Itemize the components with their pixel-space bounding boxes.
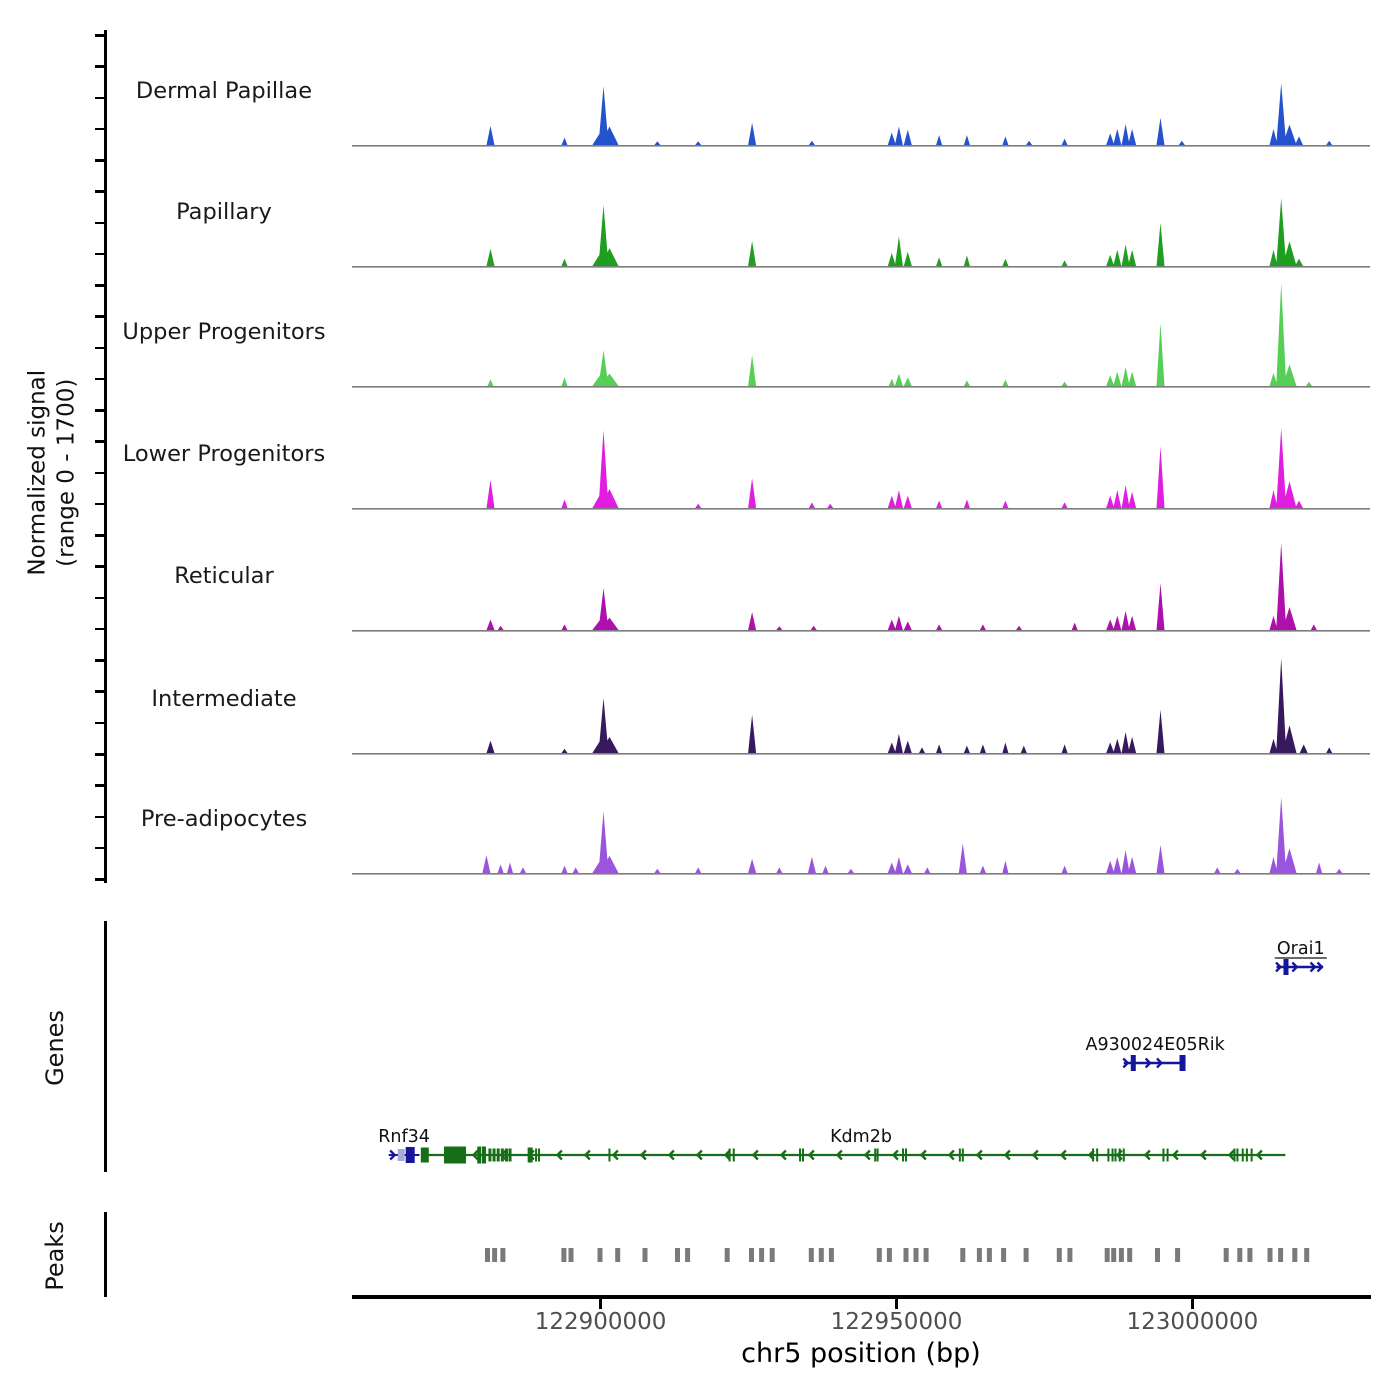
gene-exon-block [799,1149,801,1162]
signal-track-pre-adipocytes [352,762,1370,876]
gene-exon-block [905,1149,907,1162]
peak-bar [1105,1248,1110,1262]
gene-exon-block [1246,1149,1248,1162]
peak-bar [987,1248,992,1262]
peak-bar [500,1248,505,1262]
gene-exon-block [729,1149,731,1162]
gene-label-kdm2b: Kdm2b [830,1127,892,1147]
gene-exon-block [509,1149,512,1162]
peaks-panel [352,1246,1370,1264]
x-axis-tick-label: 122900000 [534,1309,667,1335]
gene-label-a930024e05rik: A930024E05Rik [1085,1035,1225,1055]
peak-bar [829,1248,834,1262]
peak-bar [1155,1248,1160,1262]
gene-exon-block [608,1149,610,1162]
signal-y-axis-tick [95,472,104,475]
peak-bar [492,1248,497,1262]
peak-bar [904,1248,909,1262]
signal-y-axis-tick [95,65,104,68]
gene-exon-block [497,1149,500,1162]
gene-exon-block [421,1148,429,1163]
signal-y-axis-tick [95,753,104,756]
signal-track-lower-progenitors [352,397,1370,511]
peak-bar [887,1248,892,1262]
gene-utr-block [398,1149,405,1161]
signal-y-axis-tick [95,315,104,318]
peak-bar [809,1248,814,1262]
signal-peaks-pre-adipocytes [482,797,1342,873]
peak-bar [725,1248,730,1262]
peak-bar [685,1248,690,1262]
gene-orai1 [1275,939,1327,975]
gene-exon-block [488,1149,491,1162]
gene-exon-block [902,1149,904,1162]
peak-bar [1237,1248,1242,1262]
peak-bar [615,1248,620,1262]
genes-panel [352,930,1370,1170]
peak-bar [675,1248,680,1262]
peak-bar [1024,1248,1029,1262]
signal-y-axis-tick [95,628,104,631]
peak-bar [1001,1248,1006,1262]
x-axis-tick [1191,1299,1194,1309]
peak-bar [1111,1248,1116,1262]
signal-y-axis-tick [95,34,104,37]
signal-y-axis-tick [95,503,104,506]
peak-bar [1268,1248,1273,1262]
signal-y-axis-label-line1: Normalized signal [24,369,51,576]
peak-bar [819,1248,824,1262]
peak-bar [1278,1248,1283,1262]
x-axis-tick-label: 122950000 [830,1309,963,1335]
gene-exon-block [482,1147,486,1164]
signal-y-axis-tick [95,253,104,256]
peak-bar [924,1248,929,1262]
gene-exon-block [1119,1149,1121,1162]
gene-exon-block [1131,1055,1136,1071]
signal-y-axis-tick [95,284,104,287]
peak-bar [643,1248,648,1262]
peaks-axis-line [104,1212,107,1297]
track-label-pre-adipocytes: Pre-adipocytes [140,806,308,832]
signal-y-axis-tick [95,190,104,193]
signal-y-axis-label-line2: (range 0 - 1700) [53,378,79,567]
track-label-dermal-papillae: Dermal Papillae [135,78,313,104]
gene-exon-block [1251,1149,1253,1162]
signal-y-axis-tick [95,847,104,850]
signal-track-upper-progenitors [352,275,1370,389]
gene-exon-block [505,1149,508,1162]
signal-y-axis-label [23,263,81,683]
gene-exon-block [528,1148,533,1163]
peak-bar [1247,1248,1252,1262]
peak-bar [759,1248,764,1262]
signal-track-intermediate [352,642,1370,756]
peak-bar [1304,1248,1309,1262]
signal-y-axis-tick [95,784,104,787]
peak-bar [960,1248,965,1262]
peak-bar [770,1248,775,1262]
signal-y-axis-tick [95,878,104,881]
peak-bar [569,1248,574,1262]
gene-exon-block [406,1147,415,1163]
track-label-lower-progenitors: Lower Progenitors [122,441,326,467]
genes-section-label: Genes [41,1010,69,1086]
track-label-upper-progenitors: Upper Progenitors [122,319,326,345]
gene-label-orai1: Orai1 [1276,939,1325,959]
signal-track-reticular [352,519,1370,633]
gene-exon-block [962,1149,964,1162]
signal-y-axis-tick [95,159,104,162]
gene-exon-block [877,1149,879,1162]
peak-bar [914,1248,919,1262]
signal-track-dermal-papillae [352,34,1370,148]
peak-bar [1067,1248,1072,1262]
signal-peaks-dermal-papillae [487,83,1333,145]
gene-exon-block [1123,1149,1125,1162]
gene-exon-block [1162,1149,1164,1162]
signal-y-axis-tick [95,347,104,350]
gene-exon-block [1233,1149,1235,1162]
signal-y-axis-tick [95,534,104,537]
peak-bar [1224,1248,1229,1262]
x-axis-title: chr5 position (bp) [741,1338,981,1369]
gene-a930024e05rik [1086,1035,1226,1071]
signal-peaks-upper-progenitors [488,283,1313,386]
peak-bar [1292,1248,1297,1262]
peak-bar [561,1248,566,1262]
gene-exon-block [959,1149,961,1162]
peak-bar [1119,1248,1124,1262]
signal-y-axis-tick [95,597,104,600]
gene-exon-block [1096,1149,1098,1162]
x-axis-line [352,1295,1371,1299]
peak-bar [749,1248,754,1262]
gene-exon-block [538,1149,540,1162]
x-axis-tick-label: 123000000 [1126,1309,1259,1335]
signal-track-papillary [352,155,1370,269]
gene-exon-block [444,1147,466,1164]
signal-peaks-reticular [487,543,1317,630]
signal-y-axis-tick [95,722,104,725]
x-axis-tick [895,1299,898,1309]
gene-exon-block [1180,1055,1186,1071]
signal-peaks-lower-progenitors [487,428,1304,508]
gene-exon-block [874,1149,876,1162]
gene-kdm2b [421,1127,1286,1164]
peak-bar [1127,1248,1132,1262]
genes-axis-line [104,921,107,1172]
gene-exon-block [1112,1149,1114,1162]
x-axis-tick [599,1299,602,1309]
gene-exon-block [1167,1149,1169,1162]
gene-exon-block [477,1147,481,1164]
signal-peaks-papillary [487,198,1304,266]
peaks-section-label: Peaks [41,1221,69,1291]
signal-y-axis-tick [95,378,104,381]
gene-label-rnf34: Rnf34 [378,1127,430,1147]
peak-bar [1057,1248,1062,1262]
gene-exon-block [493,1149,496,1162]
signal-y-axis-tick [95,409,104,412]
peak-bar [877,1248,882,1262]
gene-exon-block [1283,959,1288,975]
gene-exon-block [1236,1149,1238,1162]
gene-exon-block [1092,1149,1094,1162]
peak-bar [598,1248,603,1262]
gene-exon-block [1107,1149,1109,1162]
track-label-reticular: Reticular [174,563,274,589]
gene-exon-block [535,1149,537,1162]
gene-exon-block [802,1149,804,1162]
signal-y-axis-tick [95,659,104,662]
track-label-papillary: Papillary [176,199,272,225]
gene-exon-block [1242,1149,1244,1162]
gene-exon-block [501,1149,504,1162]
peak-bar [485,1248,490,1262]
signal-peaks-intermediate [487,658,1333,753]
signal-y-axis-tick [95,128,104,131]
peak-bar [1175,1248,1180,1262]
gene-exon-block [1115,1149,1117,1162]
peak-bar [977,1248,982,1262]
gene-exon-block [733,1149,735,1162]
track-label-intermediate: Intermediate [151,686,297,712]
